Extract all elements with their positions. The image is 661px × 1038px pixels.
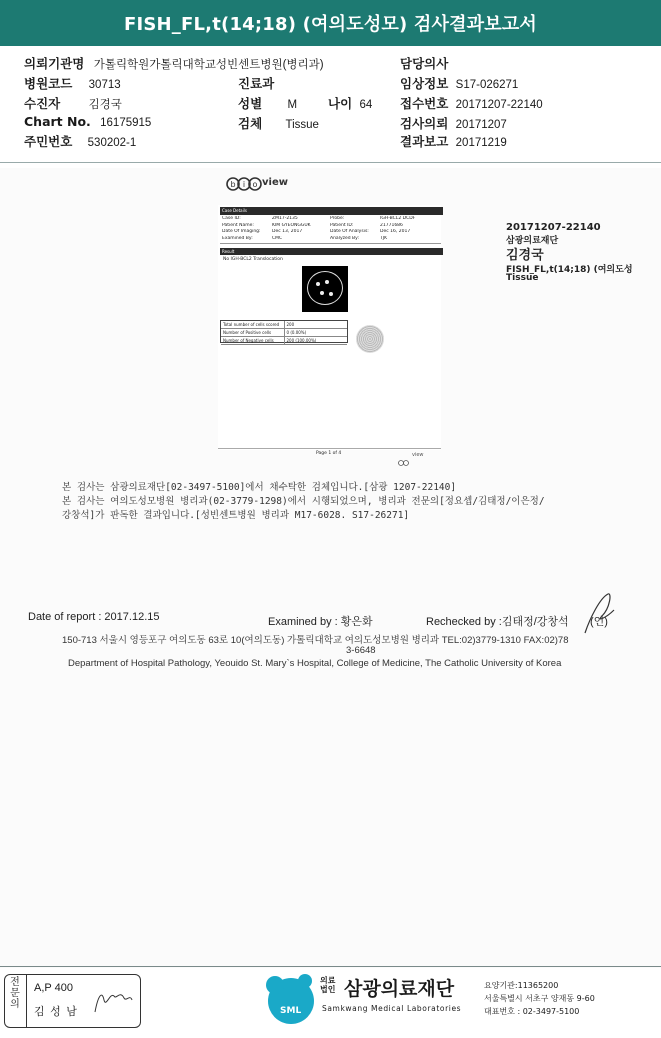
sml-logo-text: SML [280, 1006, 302, 1016]
chart-label: Chart No. [24, 114, 91, 129]
header-divider [0, 162, 661, 163]
footer-divider [0, 966, 661, 967]
request-label: 검사의뢰 [400, 116, 449, 131]
report-title: FISH_FL,t(14;18) (여의도성모) 검사결과보고서 [123, 14, 538, 35]
case-detail-cell: Date Of Analysis: [330, 229, 369, 234]
clinical-label: 임상정보 [400, 76, 449, 91]
logo-bubble [266, 976, 284, 994]
sex-row [238, 94, 297, 112]
institution-label: 의뢰기관명 [24, 56, 85, 71]
resident-value: 530202-1 [87, 137, 137, 149]
report-date: Date of report : 2017.12.15 [28, 611, 160, 623]
bioview-small-logo [398, 452, 424, 471]
ap-license: A,P 400 [34, 982, 73, 994]
hospital-code-row [24, 74, 121, 92]
case-detail-cell: TJK [380, 235, 388, 241]
report-title-bar [0, 0, 661, 46]
note-patient: 김경국 [506, 248, 544, 263]
cell-count-table [220, 320, 348, 343]
hospital-code-value: 30713 [88, 79, 121, 91]
address-line-1: 150-713 서울시 영등포구 여의도동 63로 10(여의도동) 가톨릭대학교 여의도성모병원 병리과 TEL:02)3779-1310 FAX:02)78 [62, 635, 569, 646]
note-lab: 삼광의료재단 [506, 236, 559, 246]
bioview-small-logo-icon [398, 459, 412, 467]
org-code: 요양기관:11365200 [484, 981, 559, 990]
seal-mark: (인) [590, 616, 608, 628]
age-value: 64 [359, 99, 373, 111]
case-detail-cell: Examined By: [222, 235, 253, 241]
note-test: FISH_FL,t(14;18) (여의도성 [506, 265, 633, 275]
cell-count-cell: Number of Positive cells [223, 330, 272, 335]
bioview-logo-text: view [262, 177, 288, 188]
result-label: 결과보고 [400, 134, 449, 149]
cell-count-cell: Number of Negative cells [223, 338, 274, 343]
specialist-name: 김 성 남 [34, 1005, 78, 1018]
address-line-2: 3-6648 [346, 645, 376, 656]
cell-count-row [221, 329, 347, 337]
resident-label: 주민번호 [24, 134, 73, 149]
result-value: 20171219 [455, 137, 507, 149]
receipt-value: 20171207-22140 [455, 99, 543, 111]
signal-dot [329, 292, 333, 296]
result-text: No IGH-BCL2 Translocation [223, 257, 283, 262]
patient-label: 수진자 [24, 96, 61, 111]
case-details-header: Case Details [220, 207, 443, 215]
age-row [328, 94, 372, 112]
signal-dot [320, 291, 324, 295]
case-detail-cell: Patient ID: [330, 222, 354, 228]
bioview-small-logo-text: view [412, 452, 424, 458]
case-details-table [222, 216, 440, 242]
svg-text:b: b [230, 180, 236, 189]
specimen-value: Tissue [285, 119, 319, 131]
lab-stamp-graphic [356, 325, 384, 353]
case-detail-cell: Analyzed By: [330, 235, 359, 241]
receipt-label: 접수번호 [400, 96, 449, 111]
cell-count-row [221, 321, 347, 329]
case-detail-cell: IGH-BCL2 DCDF [380, 216, 416, 221]
patient-value: 김경국 [88, 99, 122, 111]
signal-dot [316, 282, 320, 286]
cell-count-row [221, 337, 347, 345]
age-label: 나이 [328, 96, 353, 111]
org-name: 삼광의료재단 [344, 978, 455, 1000]
cell-count-cell: Total number of cells scored [223, 322, 280, 327]
address-line-3: Department of Hospital Pathology, Yeouido St. Mary`s Hospital, College of Medicine, The Catholic University of Korea [68, 658, 562, 669]
case-detail-cell: 21771686 [380, 222, 403, 228]
statement-line-1: 본 검사는 삼광의료재단[02-3497-5100]에서 채수탁한 검체입니다.[삼광 1207-22140] [62, 482, 457, 493]
sml-logo-icon [268, 978, 314, 1024]
cell-count-cell: 200 [284, 321, 348, 328]
page-footer-line [218, 448, 441, 449]
institution-row [24, 54, 324, 72]
org-address: 서울특별시 서초구 양재동 9-60 [484, 994, 595, 1003]
specimen-label: 검체 [238, 116, 263, 131]
chart-value: 16175915 [100, 117, 152, 129]
case-detail-row [222, 236, 440, 243]
org-english-name: Samkwang Medical Laboratories [322, 1004, 462, 1013]
result-header: Result [220, 248, 443, 255]
institution-value: 가톨릭학원가톨릭대학교성빈센트병원(병리과) [93, 59, 324, 71]
signature-scribble [580, 588, 620, 638]
request-value: 20171207 [455, 119, 507, 131]
sex-value: M [287, 99, 298, 111]
specimen-row [238, 114, 319, 132]
case-detail-cell: Probe: [330, 216, 345, 221]
statement-line-3: 강창석]가 판독한 결과입니다.[성빈센트병원 병리과 M17-6028. S17-26271] [62, 510, 410, 521]
org-prefix: 의료 법인 [320, 976, 336, 994]
dept-row [238, 74, 274, 92]
rechecked-by: Rechecked by :김태정/강창석 [426, 616, 569, 628]
case-detail-cell: Date Of Imaging: [222, 229, 261, 234]
bioview-logo [226, 175, 288, 197]
svg-text:i: i [242, 180, 246, 189]
case-detail-cell: Dec 16, 2017 [380, 229, 411, 234]
dept-label: 진료과 [238, 76, 275, 91]
case-detail-cell: Dec 13, 2017 [272, 229, 303, 234]
receipt-row [400, 94, 543, 112]
svg-text:o: o [252, 180, 258, 189]
case-detail-cell: ZM17-2135 [272, 216, 298, 221]
note-receipt: 20171207-22140 [506, 222, 601, 233]
sex-label: 성별 [238, 96, 263, 111]
specialist-vertical-label: 전 문 의 [10, 977, 20, 1010]
chart-row [24, 114, 151, 129]
cell-nucleus [307, 271, 343, 305]
signal-dot [325, 280, 329, 284]
clinical-row [400, 74, 518, 92]
doctor-row [400, 54, 448, 72]
examined-by: Examined by : 황은화 [268, 616, 373, 628]
patient-row [24, 94, 122, 112]
case-detail-cell: CMC [272, 235, 283, 241]
specialist-signature [92, 986, 134, 1016]
doctor-label: 담당의사 [400, 56, 449, 71]
logo-bubble [298, 974, 312, 988]
request-row [400, 114, 507, 132]
case-divider [220, 243, 441, 244]
case-detail-cell: KIM GYEONGGUK [272, 222, 311, 228]
page-number: Page 1 of 4 [316, 451, 342, 456]
result-row [400, 132, 507, 150]
hospital-code-label: 병원코드 [24, 76, 73, 91]
case-detail-cell: Patient Name: [222, 222, 254, 228]
statement-line-2: 본 검사는 여의도성모병원 병리과(02-3779-1298)에서 시행되었으며, 병리과 전문의[정요셉/김태정/이은정/ [62, 496, 545, 507]
resident-row [24, 132, 136, 150]
signature-box-divider [26, 974, 27, 1028]
case-detail-cell: Case ID: [222, 216, 241, 221]
note-specimen: Tissue [506, 273, 539, 283]
cell-count-cell: 0 (0.00%) [284, 329, 348, 336]
cell-count-cell: 200 (100.00%) [284, 337, 348, 344]
org-phone: 대표번호 : 02-3497-5100 [484, 1007, 580, 1016]
clinical-value: S17-026271 [455, 79, 519, 91]
